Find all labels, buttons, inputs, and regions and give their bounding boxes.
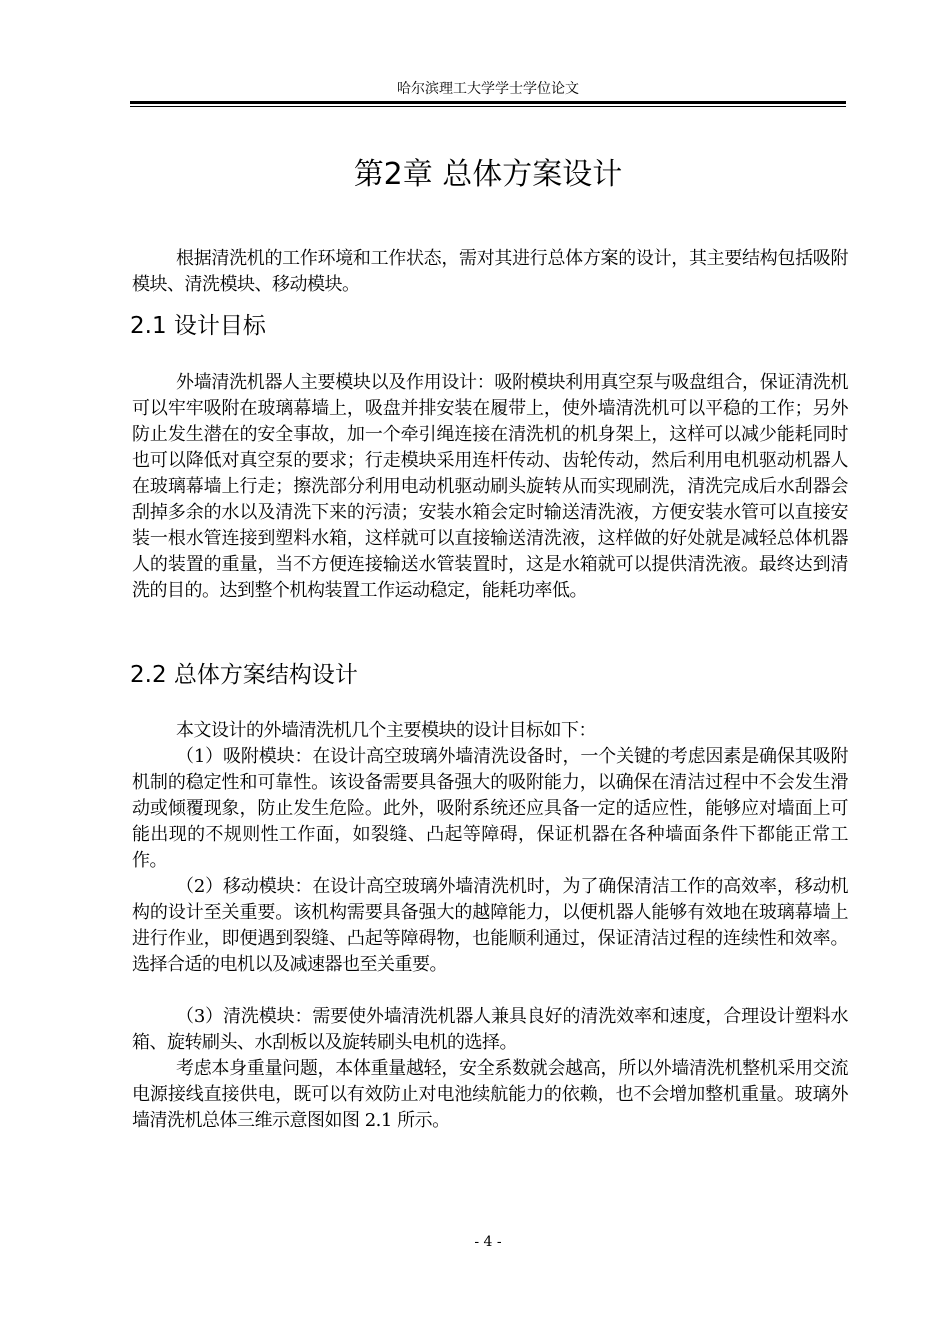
chapter-title: 第2章 总体方案设计 <box>353 157 623 192</box>
section-2-2-item-cleaning: （3）清洗模块：需要使外墙清洗机器人兼具良好的清洗效率和速度，合理设计塑料水箱、旋转刷头、水刮板以及旋转刷头电机的选择。 <box>132 1006 848 1053</box>
intro-paragraph: 根据清洗机的工作环境和工作状态，需对其进行总体方案的设计，其主要结构包括吸附模块、清洗模块、移动模块。 <box>132 248 848 295</box>
section-heading-2-1: 2.1 设计目标 <box>130 313 266 339</box>
section-2-1-paragraph: 外墙清洗机器人主要模块以及作用设计：吸附模块利用真空泵与吸盘组合，保证清洗机可以牢牢吸附在玻璃幕墙上，吸盘并排安装在履带上，使外墙清洗机可以平稳的工作；另外防止发生潜在的安全事故，加一个牵引绳连接在清洗机的机身架上，这样可以减少能耗同时也可以降低对真空泵的要求；行走模块采用连杆传动、齿轮传动，然后利用电机驱动机器人在玻璃幕墙上行走；擦洗部分利用电动机驱动刷头旋转从而实现刷洗，清洗完成后水刮器会刮掉多余的水以及清洗下来的污渍；安装水箱会定时输送清洗液，方便安装水管可以直接安装一根水管连接到塑料水箱，这样就可以直接输送清洗液，这样做的好处就是减轻总体机器人的装置的重量，当不方便连接输送水管装置时，这是水箱就可以提供清洗液。最终达到清洗的目的。达到整个机构装置工作运动稳定，能耗功率低。 <box>132 372 848 601</box>
section-2-2-item-adsorption: （1）吸附模块：在设计高空玻璃外墙清洗设备时，一个关键的考虑因素是确保其吸附机制的稳定性和可靠性。该设备需要具备强大的吸附能力，以确保在清洁过程中不会发生滑动或倾覆现象，防止发生危险。此外，吸附系统还应具备一定的适应性，能够应对墙面上可能出现的不规则性工作面，如裂缝、凸起等障碍，保证机器在各种墙面条件下都能正常工作。 <box>132 746 848 871</box>
section-2-2-conclusion: 考虑本身重量问题，本体重量越轻，安全系数就会越高，所以外墙清洗机整机采用交流电源接线直接供电，既可以有效防止对电池续航能力的依赖，也不会增加整机重量。玻璃外墙清洗机总体三维示意图如图 2.1 所示。 <box>132 1058 848 1131</box>
page-number: - 4 - <box>474 1234 502 1250</box>
section-2-2-item-movement: （2）移动模块：在设计高空玻璃外墙清洗机时，为了确保清洁工作的高效率，移动机构的设计至关重要。该机构需要具备强大的越障能力，以便机器人能够有效地在玻璃幕墙上进行作业，即便遇到裂缝、凸起等障碍物，也能顺利通过，保证清洁过程的连续性和效率。选择合适的电机以及减速器也至关重要。 <box>132 876 848 975</box>
header-rule-thick <box>130 101 846 104</box>
header-rule-thin <box>130 106 846 107</box>
section-heading-2-2: 2.2 总体方案结构设计 <box>130 662 358 688</box>
page-header: 哈尔滨理工大学学士学位论文 <box>397 81 579 97</box>
section-2-2-intro: 本文设计的外墙清洗机几个主要模块的设计目标如下： <box>176 720 596 741</box>
